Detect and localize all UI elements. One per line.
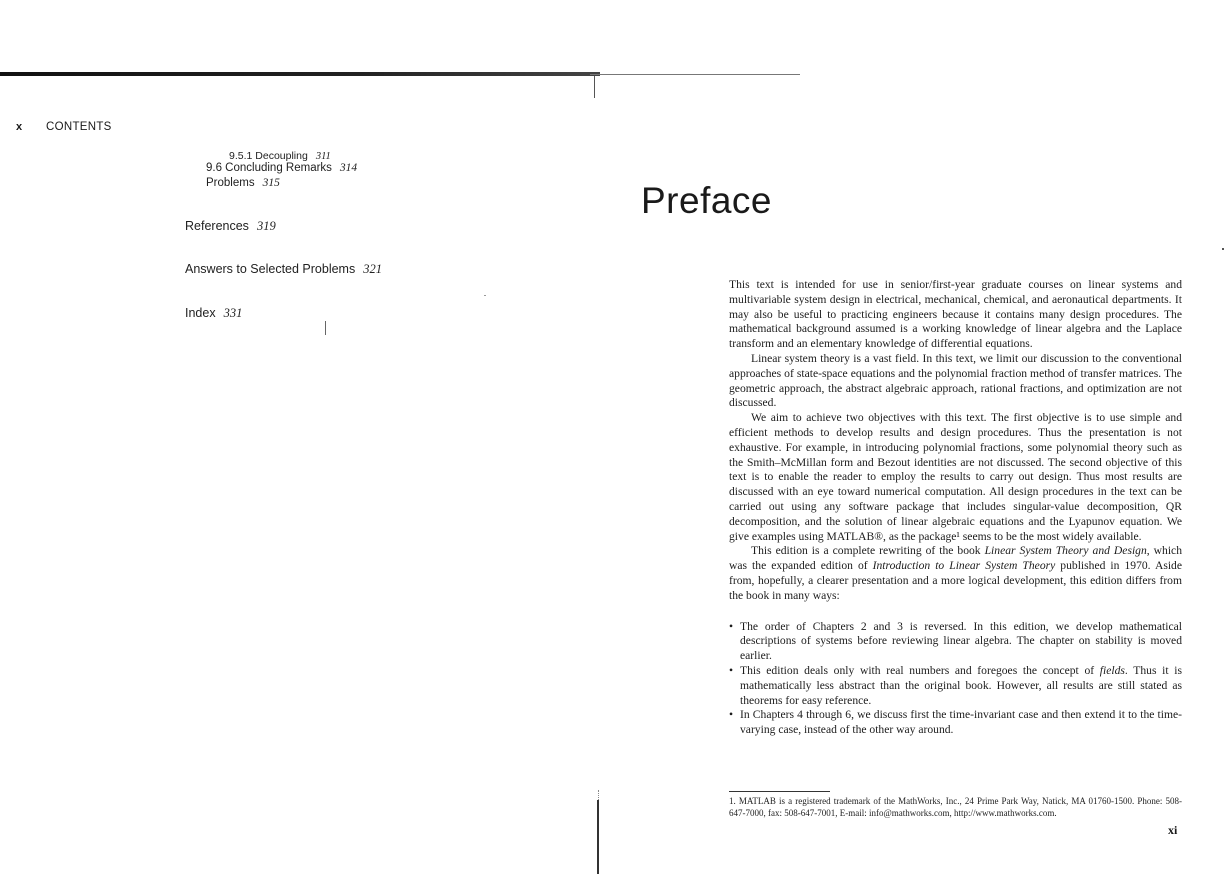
running-head: CONTENTS	[46, 121, 112, 133]
scan-speck	[484, 295, 486, 296]
list-item: • The order of Chapters 2 and 3 is reversed. In this edition, we develop mathematical descriptions of systems before reviewing linear algebra. The chapter on stability is moved earlier.	[729, 620, 1182, 664]
list-item: • In Chapters 4 through 6, we discuss first the time-invariant case and then extend it to the time-varying case, instead of the other way around.	[729, 708, 1182, 738]
footnote-rule	[729, 791, 830, 792]
toc-label: Problems	[206, 177, 255, 189]
paragraph	[729, 544, 1182, 603]
toc-label: Index	[185, 306, 216, 320]
toc-page: 319	[256, 219, 276, 233]
toc-page: 321	[363, 262, 382, 276]
toc-entry-subsection[interactable]	[229, 150, 331, 162]
list-item	[729, 664, 1182, 708]
page-title: Preface	[641, 180, 773, 221]
toc-entry-index[interactable]	[185, 306, 242, 321]
left-page-number: x	[16, 121, 23, 133]
toc-entry-section[interactable]	[206, 162, 357, 174]
text-run: . Thus it is mathematically less abstract than the original book. However, all results are still stated as theorems for easy reference.	[740, 663, 1183, 707]
top-binding-rule	[0, 72, 600, 76]
gutter-line	[597, 800, 599, 874]
top-thin-rule	[590, 74, 800, 75]
paragraph: This text is intended for use in senior/first-year graduate courses on linear systems and multivariable system design in electrical, mechanical, chemical, and aeronautical departments. It may also be useful to practicing engineers because it contains many design procedures. The mathematical background assumed is a working knowledge of linear algebra and the Laplace transform and an elementary knowledge of differential equations.	[729, 278, 1182, 351]
text-run: published in 1970. Aside from, hopefully, a clearer presentation and a more logical development, this edition differs from the book in many ways:	[729, 559, 1183, 602]
toc-page: 331	[223, 306, 243, 320]
toc-entry-problems[interactable]	[206, 177, 280, 189]
toc-entry-references[interactable]	[185, 219, 276, 234]
gutter-mark	[594, 76, 595, 98]
toc-label: 9.5.1 Decoupling	[229, 150, 308, 162]
toc-label: Answers to Selected Problems	[185, 262, 356, 276]
emphasis: fields	[1099, 663, 1125, 677]
right-page-number: xi	[1168, 823, 1178, 837]
differences-list	[729, 620, 1182, 738]
footnote: 1. MATLAB is a registered trademark of the MathWorks, Inc., 24 Prime Park Way, Natick, MA 01760-1500. Phone: 508-647-7000, fax: 508-647-7001, E-mail: info@mathworks.com, http://www.mathworks.com.	[729, 796, 1182, 818]
text-run: This edition is a complete rewriting of the book	[751, 544, 985, 558]
toc-page: 315	[262, 177, 280, 189]
toc-page: 311	[315, 151, 331, 162]
toc-label: 9.6 Concluding Remarks	[206, 162, 332, 174]
book-title: Introduction to Linear System Theory	[872, 559, 1056, 573]
paragraph: We aim to achieve two objectives with this text. The first objective is to use simple and efficient methods to develop results and design procedures. Thus the presentation is not exhaustive. For example, in introducing polynomial fractions, some polynomial theory such as the Smith–McMillan form and Bezout identities are not discussed. The second objective of this text is to enable the reader to employ the results to carry out design. Thus most results are discussed with an eye toward numerical computation. All design procedures in the text can be carried out using any software package that includes singular-value decomposition, QR decomposition, and the solution of linear algebraic equations and the Lyapunov equation. We give examples using MATLAB®, as the package¹ seems to be the most widely available.	[729, 411, 1182, 543]
preface-body	[729, 278, 1182, 738]
scan-speck	[1222, 248, 1224, 250]
paragraph: Linear system theory is a vast field. In this text, we limit our discussion to the conventional approaches of state-space equations and the polynomial fraction method of transfer matrices. The geometric approach, the abstract algebraic approach, rational fractions, and optimization are not discussed.	[729, 351, 1182, 410]
text-run: , which was the expanded edition of	[729, 544, 1182, 573]
text-run: This edition deals only with real numbers and foregoes the concept of	[740, 663, 1100, 677]
toc-page: 314	[339, 162, 358, 174]
toc-label: References	[185, 219, 249, 233]
scan-speck	[325, 321, 326, 335]
toc-entry-answers[interactable]	[185, 262, 382, 277]
book-title: Linear System Theory and Design	[984, 544, 1147, 558]
